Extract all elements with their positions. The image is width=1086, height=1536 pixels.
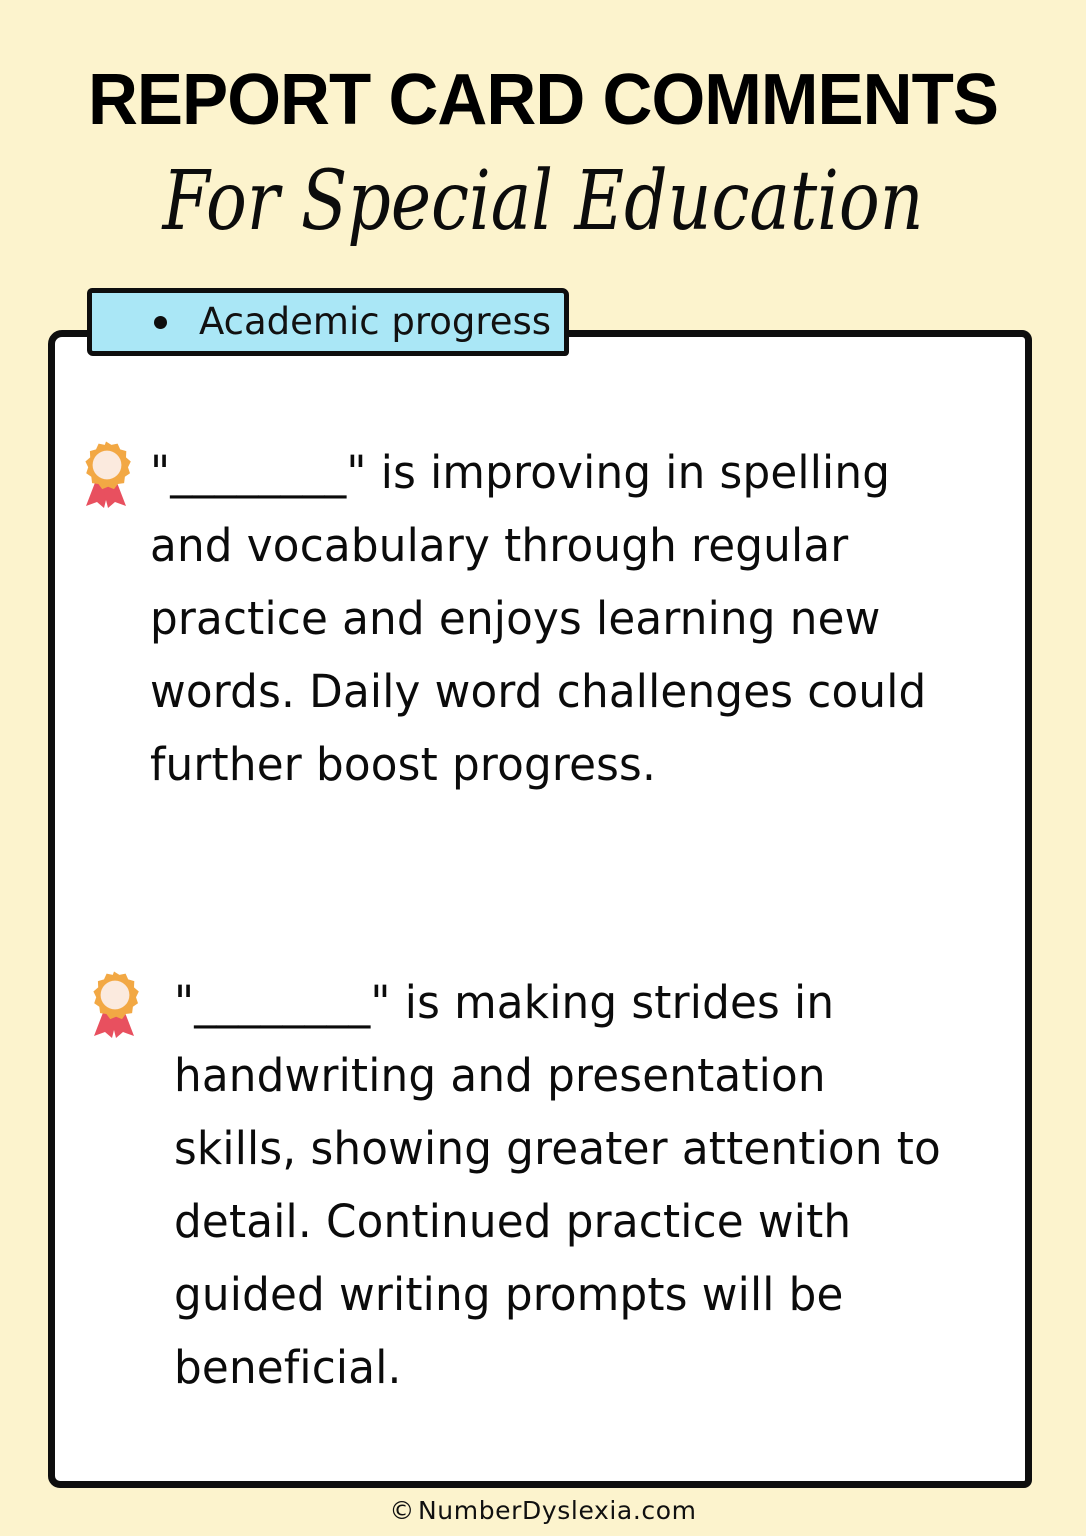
comment-item bbox=[78, 436, 968, 801]
bullet-dot-icon bbox=[154, 316, 167, 329]
comment-item bbox=[86, 966, 976, 1404]
poster-header bbox=[0, 0, 1086, 249]
award-rosette-icon bbox=[78, 440, 134, 508]
copyright-icon: © bbox=[389, 1496, 415, 1525]
section-badge-label: Academic progress bbox=[199, 300, 552, 343]
award-rosette-icon bbox=[86, 970, 142, 1038]
section-badge-academic-progress[interactable] bbox=[87, 288, 569, 356]
comment-text: "________" is making strides in handwriting and presentation skills, showing greater attention to detail. Continued practice with guided writing prompts will be beneficial. bbox=[174, 976, 941, 1394]
footer-credit bbox=[0, 1496, 1086, 1526]
page-title: REPORT CARD COMMENTS bbox=[87, 60, 999, 140]
page-subtitle: For Special Education bbox=[162, 152, 924, 249]
comment-text: "________" is improving in spelling and vocabulary through regular practice and enjoys learning new words. Daily word challenges could further boost progress. bbox=[150, 446, 927, 791]
footer-site-name: NumberDyslexia.com bbox=[418, 1496, 697, 1525]
